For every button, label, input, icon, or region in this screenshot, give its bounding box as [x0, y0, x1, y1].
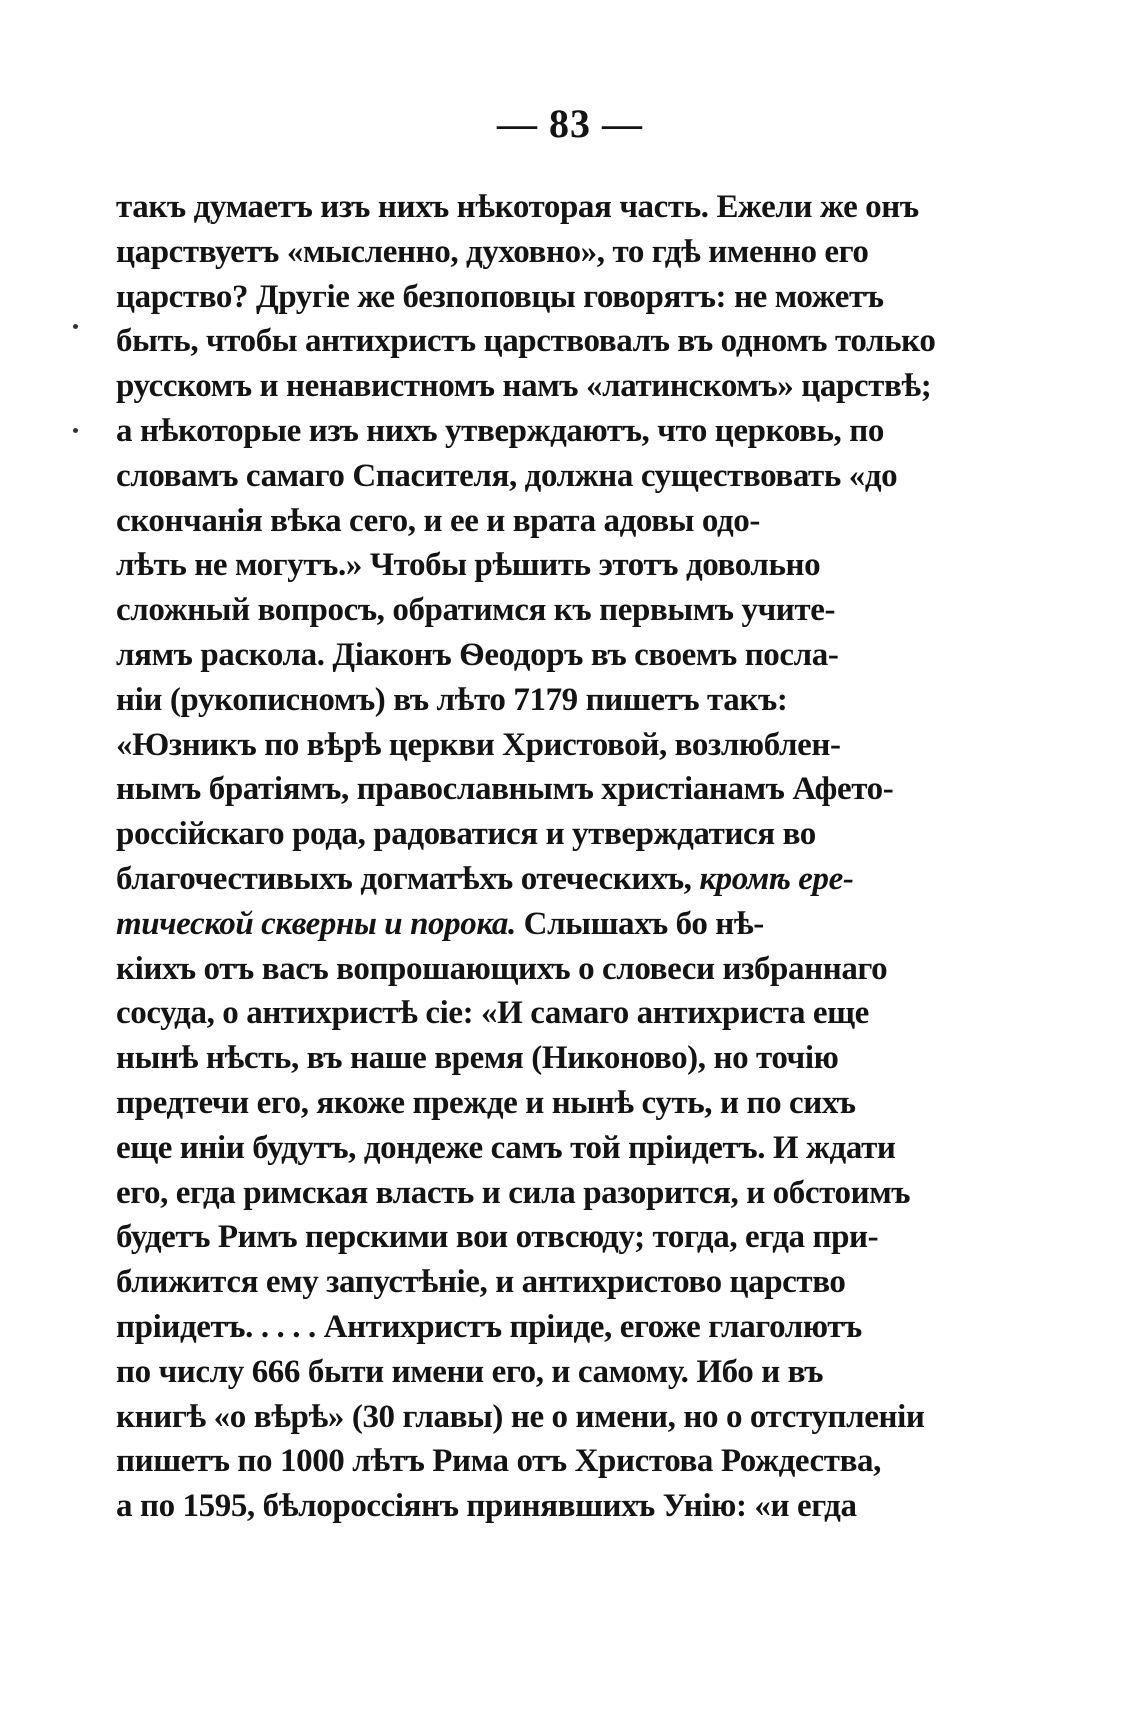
line-text: ніи (рукописномъ) въ лѣто 7179 пишетъ такъ:	[116, 681, 788, 718]
text-line	[116, 857, 973, 902]
text-line	[116, 499, 973, 544]
text-line	[116, 1350, 973, 1395]
line-text: «Юзникъ по вѣрѣ церкви Христовой, возлюблен-	[116, 726, 841, 763]
line-text: а нѣкоторые изъ нихъ утверждаютъ, что церковь, по	[116, 412, 884, 449]
line-text: лямъ раскола. Діаконъ Ѳеодоръ въ своемъ посла-	[116, 636, 839, 673]
italic-text: кромѣ ере-	[699, 860, 854, 897]
text-line	[116, 678, 973, 723]
line-text: нымъ братіямъ, православнымъ христіанамъ Афето-	[116, 771, 894, 808]
text-line	[116, 902, 973, 947]
text-line	[116, 947, 973, 992]
text-line	[116, 319, 973, 364]
line-text: быть, чтобы антихристъ царствовалъ въ одномъ только	[116, 323, 936, 360]
text-line	[116, 991, 973, 1036]
text-line	[116, 767, 973, 812]
text-line	[116, 1036, 973, 1081]
text-line	[116, 185, 973, 230]
text-line	[116, 1215, 973, 1260]
line-text: еще иніи будутъ, дондеже самъ той пріидетъ. И ждати	[116, 1129, 896, 1166]
text-line	[116, 1260, 973, 1305]
line-text: пріидетъ. . . . . Антихристъ пріиде, егоже глаголютъ	[116, 1308, 862, 1345]
line-text: царствуетъ «мысленно, духовно», то гдѣ именно его	[116, 233, 869, 270]
body-text	[116, 185, 973, 1529]
text-line	[116, 230, 973, 275]
line-text: Слышахъ бо нѣ-	[515, 905, 764, 942]
line-text: русскомъ и ненавистномъ намъ «латинскомъ» царствѣ;	[116, 368, 932, 405]
margin-mark	[73, 324, 78, 329]
line-text: царство? Другіе же безпоповцы говорятъ: не можетъ	[116, 278, 884, 315]
text-line	[116, 454, 973, 499]
text-line	[116, 409, 973, 454]
italic-text: тической скверны и порока.	[116, 905, 516, 942]
line-text: скончанія вѣка сего, и ее и врата адовы одо-	[116, 502, 760, 539]
line-text: пишетъ по 1000 лѣтъ Рима отъ Христова Рождества,	[116, 1443, 881, 1480]
line-text: книгѣ «о вѣрѣ» (30 главы) не о имени, но о отступленіи	[116, 1398, 925, 1435]
line-text: будетъ Римъ перскими вои отвсюду; тогда, егда при-	[116, 1219, 879, 1256]
text-line	[116, 275, 973, 320]
text-line	[116, 633, 973, 678]
text-line	[116, 1484, 973, 1529]
line-text: сложный вопросъ, обратимся къ первымъ учите-	[116, 592, 836, 629]
line-text: лѣть не могутъ.» Чтобы рѣшить этотъ довольно	[116, 547, 821, 584]
text-line	[116, 1305, 973, 1350]
line-text: россійскаго рода, радоватися и утверждатися во	[116, 816, 816, 853]
text-line	[116, 1081, 973, 1126]
line-text: благочестивыхъ догматѣхъ отеческихъ,	[116, 860, 700, 897]
line-text: а по 1595, бѣлороссіянъ принявшихъ Унію: «и егда	[116, 1488, 857, 1525]
text-line	[116, 1395, 973, 1440]
text-line	[116, 1439, 973, 1484]
line-text: его, егда римская власть и сила разорится, и обстоимъ	[116, 1174, 911, 1211]
line-text: нынѣ нѣсть, въ наше время (Никоново), но точію	[116, 1040, 839, 1077]
line-text: ближится ему запустѣніе, и антихристово царство	[116, 1264, 846, 1301]
line-text: по числу 666 быти имени его, и самому. Ибо и въ	[116, 1353, 824, 1390]
text-line	[116, 1126, 973, 1171]
line-text: предтечи его, якоже прежде и нынѣ суть, и по сихъ	[116, 1084, 856, 1121]
text-line	[116, 588, 973, 633]
line-text: словамъ самаго Спасителя, должна существовать «до	[116, 457, 898, 494]
text-line	[116, 543, 973, 588]
margin-mark	[73, 428, 78, 433]
text-line	[116, 723, 973, 768]
page-number: — 83 —	[497, 101, 643, 146]
line-text: кіихъ отъ васъ вопрошающихъ о словеси избраннаго	[116, 950, 888, 987]
line-text: сосуда, о антихристѣ сіе: «И самаго антихриста еще	[116, 995, 869, 1032]
text-line	[116, 364, 973, 409]
line-text: такъ думаетъ изъ нихъ нѣкоторая часть. Ежели же онъ	[116, 189, 919, 225]
text-line	[116, 1171, 973, 1216]
text-line	[116, 812, 973, 857]
